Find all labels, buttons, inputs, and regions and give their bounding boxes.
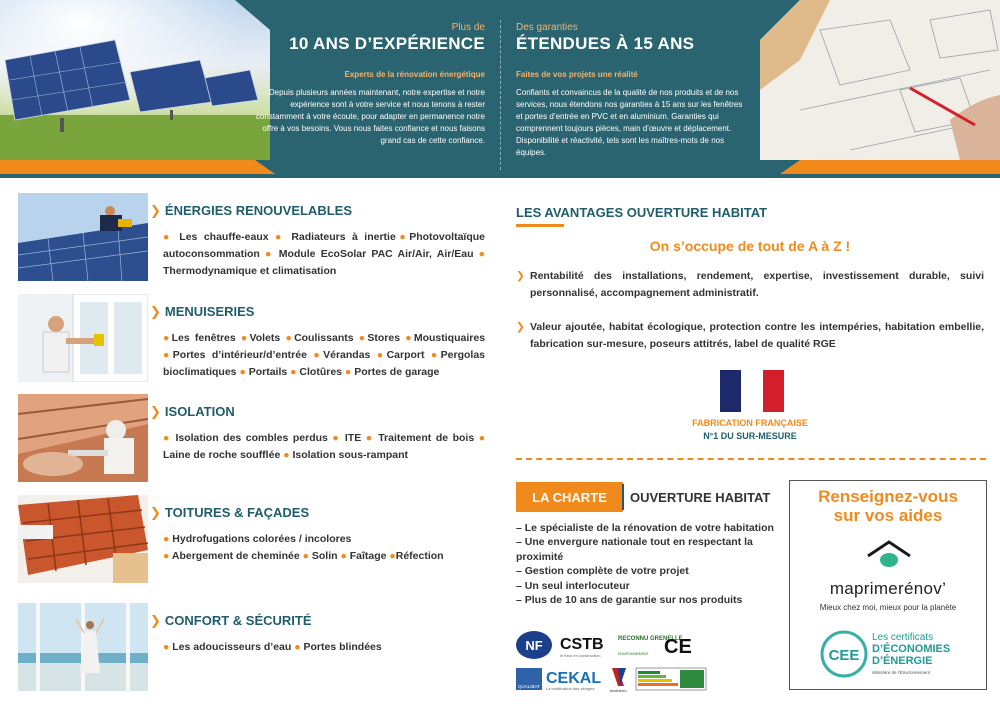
service-title: ❯ CONFORT & SÉCURITÉ bbox=[150, 613, 312, 628]
service-title: ❯ MENUISERIES bbox=[150, 304, 255, 319]
grenelle-logo-text: RECONNU GRENELLE bbox=[618, 636, 683, 642]
service-items: ● Les chauffe-eaux ● Radiateurs à inertie●Photovoltaïque autoconsommation ● Module EcoSolar PAC Air/Air, Air/Eau ● Thermodynamique et climatisation bbox=[163, 231, 486, 277]
nf-logo-text: NF bbox=[525, 638, 543, 653]
advantages-underline bbox=[516, 224, 564, 227]
experience-pretitle: Plus de bbox=[451, 22, 485, 33]
charte-badge: LA CHARTE bbox=[516, 482, 623, 512]
cee-logo bbox=[820, 626, 956, 682]
guarantee-text: Confiants et convaincus de la qualité de nos produits et de nos services, nous étendons nos garanties à 15 ans sur les fenêtres et portes d’entrée en PVC et en aluminium. Garanties qui comprennent toujours pièces, main d’œuvre et déplacement. Disponibilité et réactivité, tels sont les maîtres-mots de nos équipes. bbox=[516, 88, 743, 157]
guarantee-pretitle: Des garanties bbox=[516, 22, 578, 33]
experience-title: 10 ANS D’EXPÉRIENCE bbox=[289, 34, 485, 53]
certification-logos bbox=[514, 628, 714, 694]
service-items: ● Les adoucisseurs d’eau ● Portes blindées bbox=[163, 641, 382, 653]
cee-badge-text: CEE bbox=[828, 647, 860, 664]
qualibat-logo-text: QUALIBAT bbox=[518, 684, 540, 689]
cstb-logo-text: CSTB bbox=[560, 636, 604, 653]
ce-mark: CE bbox=[664, 636, 692, 658]
header-divider bbox=[500, 20, 501, 170]
roof-tiles-photo bbox=[18, 495, 148, 583]
window-fitter-photo bbox=[18, 294, 148, 382]
guarantee-block bbox=[516, 22, 746, 159]
chevron-right-icon: ❯ bbox=[516, 270, 525, 282]
charte-subtitle: OUVERTURE HABITAT bbox=[630, 490, 771, 505]
fabrication-sublabel: N°1 DU SUR-MESURE bbox=[703, 431, 797, 441]
roof-solar-worker-photo bbox=[18, 193, 148, 281]
experience-block bbox=[255, 22, 485, 147]
service-title: ❯ ISOLATION bbox=[150, 404, 235, 419]
cekal-logo-text: CEKAL bbox=[546, 670, 602, 687]
cekal-logo bbox=[546, 670, 601, 691]
list-item: – Le spécialiste de la rénovation de votre habitation bbox=[516, 522, 774, 534]
header-accent-right bbox=[780, 160, 1000, 174]
list-item: – Gestion complète de votre projet bbox=[516, 565, 689, 578]
advantage-item: ❯ Valeur ajoutée, habitat écologique, protection contre les intempéries, habitation embellie, fabrication sur-mesure, poseurs attitrés, label de qualité RGE bbox=[516, 321, 984, 350]
fabrication-label: FABRICATION FRANÇAISE bbox=[692, 418, 808, 428]
service-items: ● Isolation des combles perdus ● ITE ● Traitement de bois ● Laine de roche soufflée ● Isolation sous-rampant bbox=[163, 432, 486, 461]
grenelle-logo-subtext: ENVIRONNEMENT bbox=[618, 652, 649, 656]
maprimerenov-tagline: Mieux chez moi, mieux pour la planète bbox=[819, 603, 957, 612]
list-item: – Un seul interlocuteur bbox=[516, 579, 630, 592]
chevron-right-icon: ❯ bbox=[516, 321, 525, 333]
cee-line-1: Les certificats bbox=[872, 632, 934, 643]
sketch-plan-photo bbox=[760, 0, 1000, 160]
advantage-item: ❯ Rentabilité des installations, rendement, expertise, investissement durable, suivi personnalisé, accompagnement administratif. bbox=[516, 270, 984, 299]
french-flag-icon bbox=[720, 370, 784, 412]
header-accent-left bbox=[0, 160, 275, 174]
guarantee-subtitle: Faites de vos projets une réalité bbox=[516, 70, 638, 79]
woman-window-photo bbox=[18, 603, 148, 691]
experience-subtitle: Experts de la rénovation énergétique bbox=[344, 70, 485, 79]
service-title: ❯ TOITURES & FAÇADES bbox=[150, 505, 310, 520]
cee-line-2: D’ÉCONOMIES bbox=[872, 643, 951, 655]
acotherm-logo-text: Acotherm bbox=[609, 688, 627, 693]
header-band bbox=[0, 0, 1000, 178]
insulation-worker-photo bbox=[18, 394, 148, 482]
nf-logo bbox=[516, 631, 552, 659]
aides-title: Renseignez-vous sur vos aides bbox=[818, 487, 958, 525]
cstb-logo-subtext: le futur en construction bbox=[560, 653, 601, 658]
service-title: ❯ ÉNERGIES RENOUVELABLES bbox=[150, 203, 352, 218]
maprimerenov-brand: maprimerénov’ bbox=[829, 579, 947, 598]
service-items: ●Les fenêtres ●Volets ●Coulissants ●Stores ●Moustiquaires ●Portes d’intérieur/d’entrée ●Vérandas ●Carport ●Pergolas bioclimatiques ● Portails ● Clotûres ● Portes de garage bbox=[163, 332, 486, 378]
solar-panels-photo bbox=[0, 0, 270, 160]
cekal-logo-subtext: La certification des vitrages bbox=[546, 686, 595, 691]
charte-separator bbox=[622, 484, 624, 510]
acotherm-logo bbox=[609, 668, 627, 693]
cee-line-4: Ministère de l’Environnement bbox=[872, 670, 931, 675]
cee-line-3: D’ÉNERGIE bbox=[872, 655, 933, 667]
aides-box bbox=[789, 480, 987, 690]
cstb-logo bbox=[560, 636, 604, 658]
section-divider bbox=[516, 458, 986, 460]
list-item: – Plus de 10 ans de garantie sur nos produits bbox=[516, 594, 743, 607]
qualibat-logo bbox=[516, 668, 542, 690]
house-leaf-icon bbox=[862, 539, 916, 569]
list-item: – Une envergure nationale tout en respectant la proximité bbox=[516, 536, 753, 563]
energy-label-logo bbox=[636, 668, 706, 690]
charte-list bbox=[516, 521, 784, 607]
service-items: ● Hydrofugations colorées / incolores ● Abergement de cheminée ● Solin ● Faîtage ●Réfection bbox=[163, 533, 444, 562]
advantages-title: LES AVANTAGES OUVERTURE HABITAT bbox=[516, 205, 768, 220]
advantages-tagline: On s’occupe de tout de A à Z ! bbox=[649, 238, 851, 254]
guarantee-title: ÉTENDUES À 15 ANS bbox=[516, 34, 695, 53]
experience-text: Depuis plusieurs années maintenant, notre expertise et notre expérience sont à votre service et nous tenons à rester constamment à votre écoute, pour adapter en permanence notre offre à vos besoins. Vous nous faites confiance et nous faisons grand cas de cette confiance. bbox=[255, 88, 485, 145]
